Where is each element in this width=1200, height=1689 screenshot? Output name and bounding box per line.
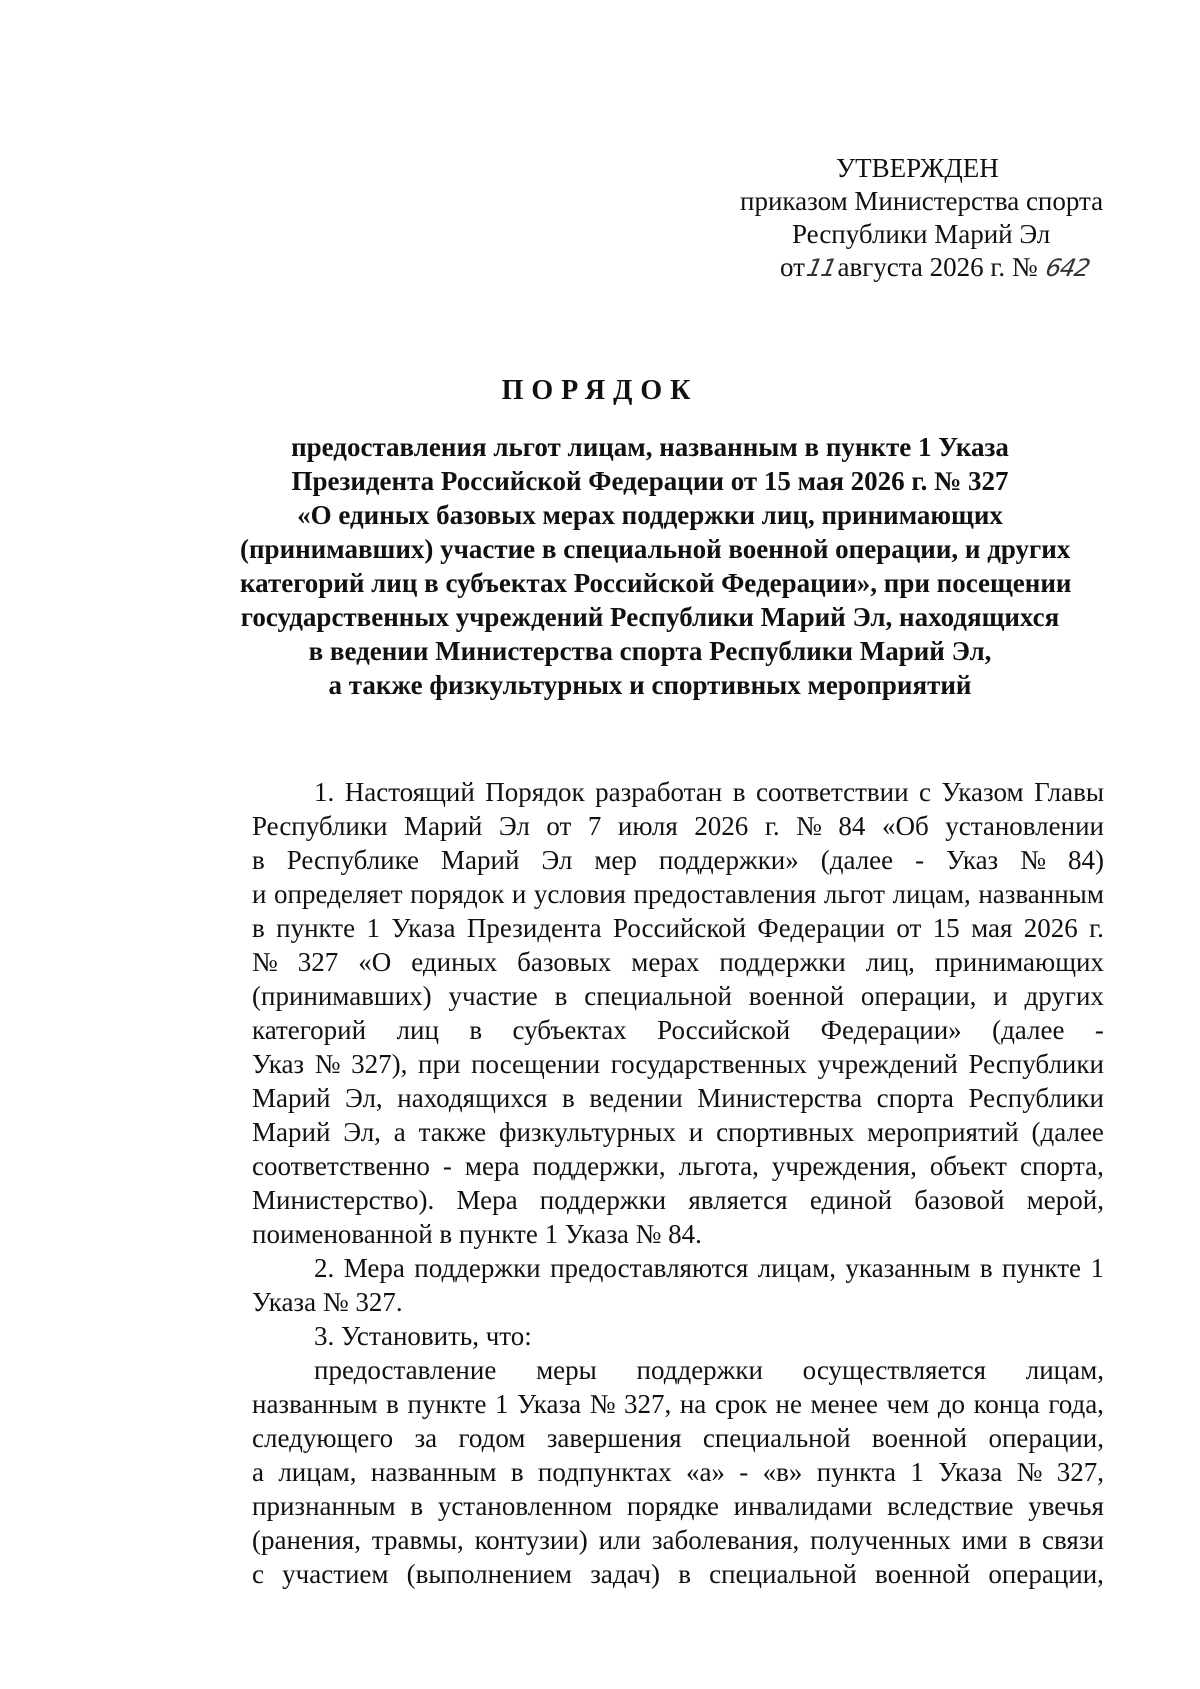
body-word: операции, [860, 981, 977, 1011]
body-line [252, 1183, 1104, 1217]
body-word: 84 [838, 811, 866, 841]
body-word: конца [973, 1389, 1040, 1419]
body-word: (ранения, [252, 1525, 361, 1555]
body-word: предоставляются [550, 1253, 749, 1283]
body-word: - [915, 845, 925, 875]
body-line [252, 1387, 1104, 1421]
body-word: пункта [816, 1457, 896, 1487]
body-word: в [469, 1015, 483, 1045]
body-word: учреждений [817, 1049, 958, 1079]
body-word: 1 [910, 1457, 924, 1487]
body-word: участие [448, 981, 538, 1011]
approval-republic-line: Республики Марий Эл [792, 219, 1051, 249]
body-line [252, 1353, 1104, 1387]
subtitle-line: категорий лиц в субъектах Российской Федерации», при посещении [240, 568, 1072, 598]
body-word: Эл, [344, 1083, 383, 1113]
body-word: Указа [517, 1389, 582, 1419]
body-word: Указ [252, 1049, 305, 1079]
body-line: 3. Установить, что: [314, 1321, 532, 1351]
body-word: травмы, [371, 1525, 464, 1555]
body-word: базовой [914, 1185, 1005, 1215]
body-word: Мера [456, 1185, 518, 1215]
body-word: поддержки [539, 1185, 667, 1215]
subtitle-line: в ведении Министерства спорта Республики Марий Эл, [308, 636, 992, 666]
body-word: годом [458, 1423, 526, 1453]
body-line [252, 1557, 1104, 1591]
body-word: чем [886, 1389, 930, 1419]
body-word: в [252, 913, 265, 943]
body-line [252, 1455, 1104, 1489]
body-word: лицам, [1025, 1355, 1104, 1385]
subtitle-line: «О единых базовых мерах поддержки лиц, принимающих [297, 500, 1003, 530]
body-word: базовых [517, 947, 612, 977]
body-word: в [410, 1491, 424, 1521]
body-word: мерах [631, 947, 700, 977]
body-word: Министерства [697, 1083, 863, 1113]
body-word: 1. [314, 777, 335, 807]
body-word: пункте [1002, 1253, 1081, 1283]
body-line [252, 1251, 1104, 1285]
body-word: и [688, 1117, 704, 1147]
body-word: № [1016, 1457, 1043, 1487]
body-word: не [775, 1389, 802, 1419]
body-word: льгота, [678, 1151, 759, 1181]
body-word: - [442, 1151, 452, 1181]
body-word: лицам, [892, 879, 971, 909]
body-word: принимающих [934, 947, 1104, 977]
body-word: категорий [252, 1015, 367, 1045]
body-word: специальной [702, 1423, 851, 1453]
body-word: спорта [876, 1083, 954, 1113]
body-word: подпунктах [537, 1457, 672, 1487]
body-line [252, 775, 1104, 809]
body-word: (выполнением [406, 1559, 573, 1589]
body-word: «Об [881, 811, 929, 841]
body-word: и [252, 879, 267, 909]
body-word: Республике [286, 845, 420, 875]
body-word: 2026 [1023, 913, 1078, 943]
approval-heading: УТВЕРЖДЕН [836, 153, 999, 183]
body-word: (далее [820, 845, 894, 875]
body-word: Марий [403, 811, 483, 841]
body-word: физкультурных [498, 1117, 676, 1147]
body-word: других [1024, 981, 1104, 1011]
body-word: 1 [1090, 1253, 1104, 1283]
body-word: Эл [541, 845, 573, 875]
body-word: и [993, 981, 1008, 1011]
body-word: Мера [343, 1253, 405, 1283]
body-word: участием [282, 1559, 389, 1589]
subtitle-line: Президента Российской Федерации от 15 мая 2026 г. № 327 [291, 466, 1009, 496]
body-word: Марий [252, 1117, 331, 1147]
handwritten-order-number: 642 [1042, 254, 1092, 282]
document-body [252, 775, 1104, 1591]
body-word: увечья [1028, 1491, 1104, 1521]
body-word: полученных [810, 1525, 951, 1555]
handwritten-day: 11 [804, 254, 839, 282]
body-word: в [678, 1559, 691, 1589]
body-word: (принимавших) [252, 981, 432, 1011]
body-line [252, 1489, 1104, 1523]
approval-date-middle: августа 2026 г. № [837, 252, 1038, 282]
body-word: порядок [410, 879, 505, 909]
body-word: поддержки [636, 1355, 763, 1385]
document-title: ПОРЯДОК [501, 375, 699, 406]
body-word: Указа [391, 913, 456, 943]
body-word: Президента [466, 913, 602, 943]
body-word: специальной [709, 1559, 857, 1589]
body-word: до [937, 1389, 966, 1419]
body-word: посещении [471, 1049, 601, 1079]
body-word: установленном [437, 1491, 613, 1521]
body-word: также [418, 1117, 487, 1147]
body-word: мероприятий [867, 1117, 1019, 1147]
body-line [252, 809, 1104, 843]
body-word: определяет [274, 879, 403, 909]
body-word: Марий [252, 1083, 331, 1113]
body-word: (далее [1031, 1117, 1104, 1147]
body-line: поименованной в пункте 1 Указа № 84. [252, 1219, 702, 1249]
body-word: г. [764, 811, 780, 841]
body-word: в [252, 845, 265, 875]
body-word: субъектах [512, 1015, 627, 1045]
body-word: поддержки [414, 1253, 541, 1283]
subtitle-line: предоставления льгот лицам, названным в пункте 1 Указа [291, 432, 1009, 462]
body-word: № [314, 1049, 341, 1079]
body-word: за [414, 1423, 438, 1453]
body-word: № [252, 947, 278, 977]
body-word: Главы [1034, 777, 1104, 807]
body-word: находящихся [397, 1083, 548, 1113]
body-word: ведении [589, 1083, 683, 1113]
body-line [252, 1013, 1104, 1047]
body-word: указанным [845, 1253, 971, 1283]
body-word: завершения [546, 1423, 682, 1453]
body-word: меры [536, 1355, 597, 1385]
body-word: № [589, 1389, 616, 1419]
body-word: разработан [595, 777, 723, 807]
body-word: 327), [351, 1049, 408, 1079]
body-word: в [386, 1389, 399, 1419]
body-word: Марий [441, 845, 520, 875]
body-line [252, 877, 1104, 911]
body-word: порядке [626, 1491, 719, 1521]
body-word: мая [971, 913, 1013, 943]
body-word: следующего [252, 1423, 394, 1453]
body-word: срок [714, 1389, 767, 1419]
body-word: Настоящий [344, 777, 475, 807]
body-word: спортивных [716, 1117, 855, 1147]
body-word: государственных [610, 1049, 807, 1079]
body-word: предоставление [314, 1355, 497, 1385]
body-word: г. [1089, 913, 1104, 943]
body-word: Эл, [343, 1117, 381, 1147]
body-word: с [919, 777, 932, 807]
body-word: соответственно [252, 1151, 430, 1181]
body-line [252, 1081, 1104, 1115]
body-word: 327, [1056, 1457, 1104, 1487]
body-word: с [252, 1559, 264, 1589]
body-word: на [679, 1389, 707, 1419]
body-word: инвалидами [733, 1491, 873, 1521]
body-line [252, 945, 1104, 979]
body-word: установлении [945, 811, 1104, 841]
body-word: Эл [498, 811, 530, 841]
body-word: июля [617, 811, 678, 841]
body-word: спорта, [1019, 1151, 1104, 1181]
body-word: лиц, [865, 947, 915, 977]
body-word: 327, [624, 1389, 672, 1419]
approval-date-line [740, 251, 1160, 285]
body-word: Российской [657, 1015, 791, 1045]
body-line [252, 1523, 1104, 1557]
body-word: связи [1042, 1525, 1104, 1555]
body-word: является [688, 1185, 788, 1215]
body-word: (далее [992, 1015, 1065, 1045]
body-word: от [546, 811, 572, 841]
body-word: поддержки» [658, 845, 799, 875]
body-word: в [510, 1457, 524, 1487]
body-word: мера [464, 1151, 520, 1181]
body-line [252, 1047, 1104, 1081]
body-word: лицам, [757, 1253, 836, 1283]
body-word: от [896, 913, 922, 943]
body-word: вследствие [887, 1491, 1014, 1521]
body-word: мерой, [1026, 1185, 1104, 1215]
body-word: лицам, [278, 1457, 357, 1487]
body-word: года, [1048, 1389, 1104, 1419]
body-word: Российской [612, 913, 747, 943]
body-word: Указа [938, 1457, 1003, 1487]
approval-order-line: приказом Министерства спорта [740, 186, 1104, 216]
body-word: пункте [407, 1389, 487, 1419]
body-word: в [562, 1083, 575, 1113]
body-word: осуществляется [802, 1355, 986, 1385]
body-word: заболевания, [651, 1525, 800, 1555]
document-subtitle [240, 430, 1072, 702]
body-word: названным [978, 879, 1104, 909]
body-word: единой [809, 1185, 893, 1215]
body-word: поддержки [719, 947, 846, 977]
body-word: № [796, 811, 822, 841]
body-word: Порядок [485, 777, 585, 807]
body-word: а [393, 1117, 406, 1147]
body-word: мер [594, 845, 637, 875]
body-word: 1 [495, 1389, 509, 1419]
body-line: Указа № 327. [252, 1287, 403, 1317]
body-word: - [1094, 1015, 1104, 1045]
body-word: названным [370, 1457, 497, 1487]
body-word: 15 [932, 913, 960, 943]
approval-date-prefix: от [780, 252, 805, 282]
body-word: лиц [396, 1015, 439, 1045]
body-word: военной [748, 981, 845, 1011]
body-word: признанным [252, 1491, 396, 1521]
body-line [252, 843, 1104, 877]
body-word: «а» [685, 1457, 725, 1487]
body-word: 7 [587, 811, 602, 841]
approval-stamp-block [740, 152, 1160, 285]
body-word: или [598, 1525, 641, 1555]
body-word: 84) [1067, 845, 1104, 875]
body-word: № [1020, 845, 1046, 875]
body-word: «в» [762, 1457, 803, 1487]
body-word: 1 [366, 913, 380, 943]
body-word: пункте [276, 913, 356, 943]
body-word: поддержки, [532, 1151, 666, 1181]
body-word: задач) [590, 1559, 661, 1589]
body-line [252, 1421, 1104, 1455]
body-word: в [979, 1253, 993, 1283]
body-word: объект [929, 1151, 1007, 1181]
body-word: ими [961, 1525, 1008, 1555]
subtitle-line: а также физкультурных и спортивных мероприятий [328, 670, 972, 700]
body-word: - [739, 1457, 749, 1487]
body-word: условия [533, 879, 626, 909]
body-line [252, 911, 1104, 945]
body-word: «О [358, 947, 392, 977]
body-word: Федерации» [820, 1015, 962, 1045]
body-word: военной [871, 1423, 968, 1453]
body-line [252, 979, 1104, 1013]
body-word: учреждения, [771, 1151, 917, 1181]
body-word: при [418, 1049, 461, 1079]
subtitle-line: (принимавших) участие в специальной военной операции, и других [240, 534, 1071, 564]
body-word: Республики [968, 1083, 1104, 1113]
body-word: единых [411, 947, 498, 977]
body-word: 327 [297, 947, 339, 977]
body-word: менее [810, 1389, 879, 1419]
body-word: названным [252, 1389, 378, 1419]
body-word: контузии) [474, 1525, 588, 1555]
body-word: предоставления [633, 879, 817, 909]
body-word: а [252, 1457, 264, 1487]
body-word: операции, [988, 1559, 1104, 1589]
body-word: соответствии [755, 777, 909, 807]
body-word: в [732, 777, 746, 807]
body-word: Республики [968, 1049, 1104, 1079]
body-word: Республики [252, 811, 388, 841]
body-word: 2026 [694, 811, 749, 841]
body-word: Федерации [757, 913, 885, 943]
body-line [252, 1149, 1104, 1183]
body-word: специальной [584, 981, 732, 1011]
body-word: в [554, 981, 568, 1011]
body-word: Указ [946, 845, 999, 875]
body-word: военной [875, 1559, 971, 1589]
body-word: 2. [314, 1253, 335, 1283]
body-line [252, 1115, 1104, 1149]
body-word: Министерство). [252, 1185, 435, 1215]
body-word: Указом [941, 777, 1024, 807]
body-word: в [1018, 1525, 1032, 1555]
subtitle-line: государственных учреждений Республики Марий Эл, находящихся [240, 602, 1060, 632]
body-word: и [511, 879, 527, 909]
body-word: льгот [823, 879, 885, 909]
body-word: операции, [988, 1423, 1104, 1453]
